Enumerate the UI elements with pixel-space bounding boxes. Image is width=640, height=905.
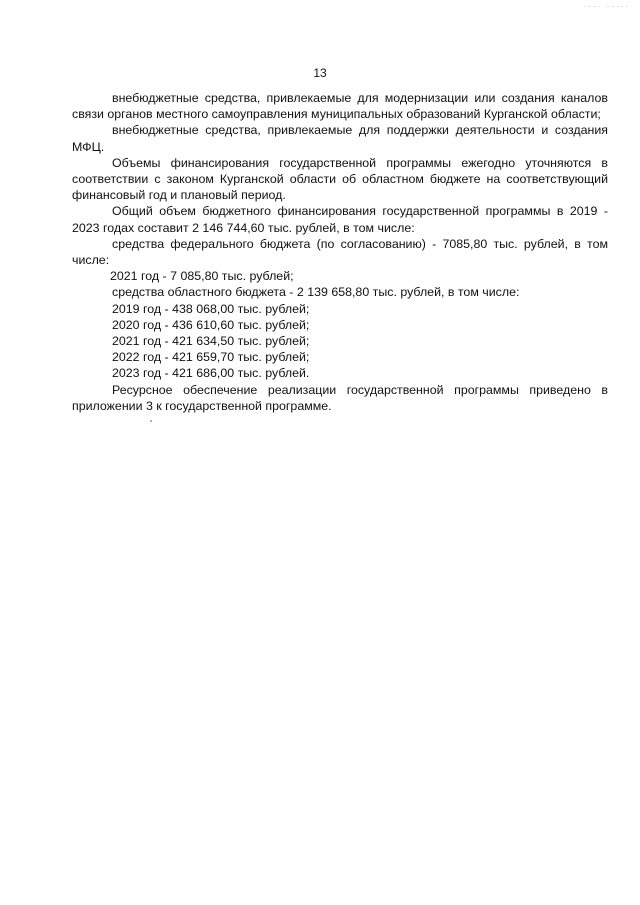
paragraph-funding-mfc: внебюджетные средства, привлекаемые для поддержки деятельности и создания МФЦ.: [72, 123, 608, 154]
line-regional-2019: 2019 год - 438 068,00 тыс. рублей;: [112, 301, 310, 316]
corner-mark: ···· ·····: [583, 2, 630, 11]
line-regional-2022: 2022 год - 421 659,70 тыс. рублей;: [112, 350, 310, 365]
line-federal-2021: 2021 год - 7 085,80 тыс. рублей;: [110, 269, 294, 284]
document-body: [72, 90, 608, 414]
line-regional-2023: 2023 год - 421 686,00 тыс. рублей.: [112, 366, 310, 381]
paragraph-total-budget: Общий объем бюджетного финансирования государственной программы в 2019 - 2023 годах составит 2 146 744,60 тыс. рублей, в том числе:: [72, 204, 608, 235]
page-number: 13: [313, 66, 327, 80]
paragraph-federal-budget: средства федерального бюджета (по согласованию) - 7085,80 тыс. рублей, в том числе:: [72, 236, 608, 268]
line-regional-2020: 2020 год - 436 610,60 тыс. рублей;: [112, 317, 310, 332]
line-regional-budget: средства областного бюджета - 2 139 658,80 тыс. рублей, в том числе:: [112, 285, 520, 300]
paragraph-funding-channels: внебюджетные средства, привлекаемые для модернизации или создания каналов связи органов местного самоуправления муниципальных образований Курганской области;: [72, 91, 608, 122]
paragraph-resource-support: Ресурсное обеспечение реализации государственной программы приведено в приложении 3 к государственной программе.: [72, 382, 608, 413]
scan-speck: [150, 420, 152, 422]
line-regional-2021: 2021 год - 421 634,50 тыс. рублей;: [112, 334, 310, 349]
paragraph-funding-volumes: Объемы финансирования государственной программы ежегодно уточняются в соответствии с законом Курганской области об областном бюджете на соответствующий финансовый год и плановый период.: [72, 155, 608, 203]
